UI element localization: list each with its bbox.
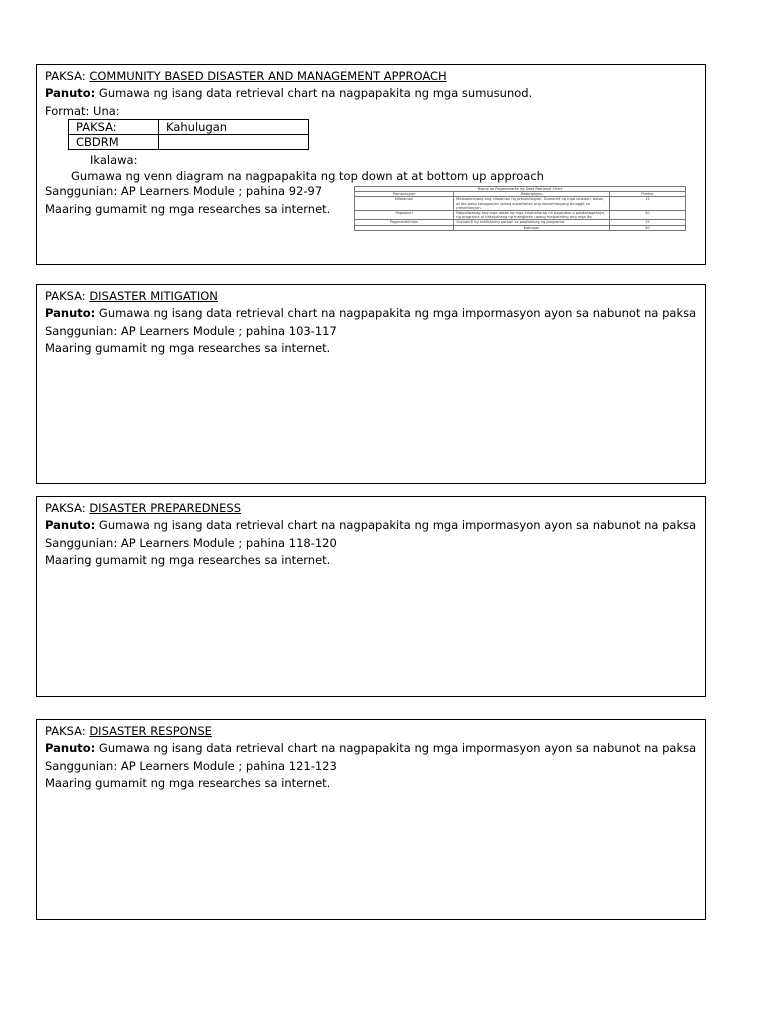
table-cell: Kahulugan bbox=[159, 120, 309, 135]
instruction-text: Gumawa ng isang data retrieval chart na nagpapakita ng mga impormasyon ayon sa nabunot na paksa bbox=[98, 741, 697, 756]
reference-text: AP Learners Module ; pahina 103-117 bbox=[120, 323, 337, 338]
table-cell: Pagsasuri bbox=[355, 211, 454, 220]
instruction-line bbox=[45, 740, 697, 757]
table-row bbox=[69, 120, 309, 135]
table-cell: Nilalaman bbox=[355, 197, 454, 211]
reference-text: AP Learners Module ; pahina 118-120 bbox=[120, 535, 337, 550]
table-cell bbox=[159, 135, 309, 150]
paksa-label: PAKSA: bbox=[45, 69, 86, 83]
section-disaster-response bbox=[36, 719, 706, 920]
topic-line bbox=[45, 723, 697, 740]
reference-text: AP Learners Module ; pahina 92-97 bbox=[120, 184, 323, 198]
topic-title: DISASTER RESPONSE bbox=[89, 724, 212, 738]
table-cell: CBDRM bbox=[69, 135, 159, 150]
table-cell: Pagkamalikhain bbox=[355, 220, 454, 225]
table-cell: 50 bbox=[609, 225, 685, 230]
table-row bbox=[355, 197, 686, 211]
note-line: Maaring gumamit ng mga researches sa internet. bbox=[45, 202, 331, 216]
reference-line bbox=[45, 323, 697, 340]
paksa-label: PAKSA: bbox=[45, 289, 86, 303]
rubric-title: Rubric sa Pagmamarka ng Data Retrieval Chart bbox=[355, 187, 686, 192]
paksa-label: PAKSA: bbox=[45, 724, 86, 738]
table-header: Puntos bbox=[609, 192, 685, 197]
table-cell: 15 bbox=[609, 220, 685, 225]
reference-line bbox=[45, 183, 322, 200]
format-table bbox=[68, 119, 309, 150]
reference-line bbox=[45, 535, 697, 552]
section-disaster-mitigation bbox=[36, 284, 706, 484]
panuto-label: Panuto: bbox=[45, 518, 96, 533]
second-instruction: Gumawa ng venn diagram na nagpapakita ng top down at at bottom up approach bbox=[71, 169, 544, 183]
section-disaster-preparedness bbox=[36, 496, 706, 697]
topic-line bbox=[45, 500, 697, 517]
table-row bbox=[355, 225, 686, 230]
table-row bbox=[69, 135, 309, 150]
sanggunian-label: Sanggunian: bbox=[45, 184, 118, 198]
format-label: Format: Una: bbox=[45, 103, 120, 118]
section-cbdrm bbox=[36, 64, 706, 265]
table-cell: Kabuuan bbox=[454, 225, 610, 230]
note-line: Maaring gumamit ng mga researches sa internet. bbox=[45, 340, 331, 355]
instruction-text: Gumawa ng isang data retrieval chart na nagpapakita ng mga impormasyon ayon sa nabunot na paksa bbox=[98, 518, 697, 533]
sanggunian-label: Sanggunian: bbox=[45, 535, 118, 550]
table-cell: Naipaliwanag ang mga datos ng mga kinahaharap na pagsubok o pagkakagansya ng programa at kakayahang ng mangkatin upang maiparating ang mga ito. bbox=[454, 211, 610, 220]
panuto-label: Panuto: bbox=[45, 306, 96, 321]
table-cell: 15 bbox=[609, 197, 685, 211]
rubric-thumbnail bbox=[354, 186, 686, 231]
topic-title: DISASTER PREPAREDNESS bbox=[89, 501, 242, 515]
topic-title: COMMUNITY BASED DISASTER AND MANAGEMENT APPROACH bbox=[89, 69, 447, 83]
table-cell bbox=[355, 225, 454, 230]
topic-line bbox=[45, 288, 697, 305]
note-line: Maaring gumamit ng mga researches sa internet. bbox=[45, 775, 331, 790]
note-line: Maaring gumamit ng mga researches sa internet. bbox=[45, 552, 331, 567]
table-cell: PAKSA: bbox=[69, 120, 159, 135]
table-header: Pamantayan bbox=[355, 192, 454, 197]
table-cell: Gumamit ng malikhaing paraan sa pagtalakay ng programa. bbox=[454, 220, 610, 225]
panuto-label: Panuto: bbox=[45, 741, 96, 756]
table-cell: Malalaliminang ang nilalaman ng presentasyon. Gumamit ng mga larawan, datos, at iba pang sanggunian upang suportahan ang impormasyong binaggit sa presentasyon. bbox=[454, 197, 610, 211]
reference-text: AP Learners Module ; pahina 121-123 bbox=[120, 758, 337, 773]
reference-line bbox=[45, 758, 697, 775]
table-row bbox=[355, 211, 686, 220]
panuto-label: Panuto: bbox=[45, 86, 96, 101]
table-header: Deskripsyon bbox=[454, 192, 610, 197]
topic-title: DISASTER MITIGATION bbox=[89, 289, 218, 303]
paksa-label: PAKSA: bbox=[45, 501, 86, 515]
instruction-text: Gumawa ng isang data retrieval chart na nagpapakita ng mga impormasyon ayon sa nabunot na paksa bbox=[98, 306, 697, 321]
table-cell: 20 bbox=[609, 211, 685, 220]
instruction-line bbox=[45, 85, 697, 102]
instruction-line bbox=[45, 517, 697, 534]
second-label: Ikalawa: bbox=[90, 153, 138, 167]
instruction-text: Gumawa ng isang data retrieval chart na nagpapakita ng mga sumusunod. bbox=[98, 86, 533, 101]
topic-line bbox=[45, 68, 697, 85]
instruction-line bbox=[45, 305, 697, 322]
sanggunian-label: Sanggunian: bbox=[45, 758, 118, 773]
sanggunian-label: Sanggunian: bbox=[45, 323, 118, 338]
